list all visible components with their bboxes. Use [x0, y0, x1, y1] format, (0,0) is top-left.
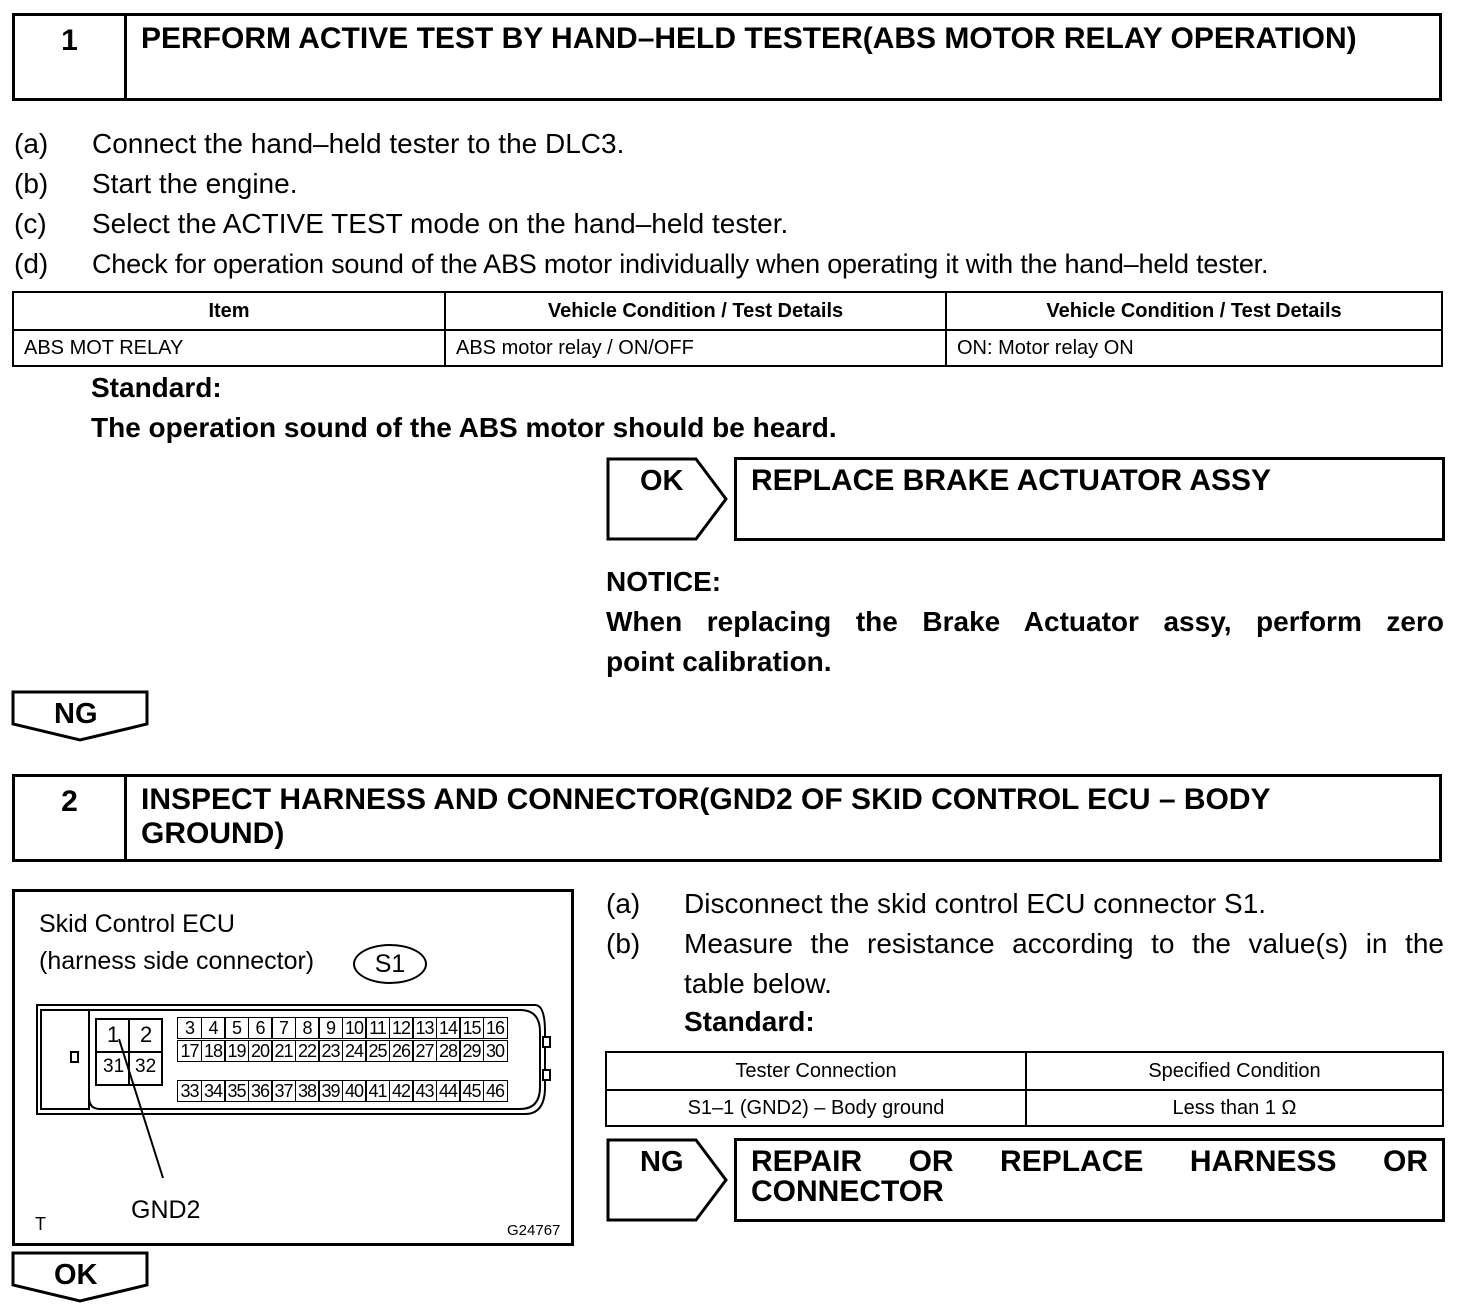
instruction-text: Select the ACTIVE TEST mode on the hand–held tester.	[92, 208, 789, 239]
pin-18: 18	[201, 1040, 226, 1062]
table-header-row	[606, 1052, 1443, 1090]
column-header: Vehicle Condition / Test Details	[445, 292, 946, 330]
instruction-label: (a)	[14, 128, 49, 159]
standard-label: Standard:	[684, 1006, 815, 1037]
pin-28: 28	[436, 1040, 461, 1062]
pin-25: 25	[365, 1040, 390, 1062]
pin-32: 32	[135, 1056, 157, 1077]
diagram-title: Skid Control ECU	[39, 910, 235, 938]
instruction-label: (b)	[14, 168, 49, 199]
pin-20: 20	[248, 1040, 273, 1062]
notice-text-line2: point calibration.	[606, 646, 832, 677]
pin-16: 16	[483, 1017, 508, 1039]
instruction-text: Check for operation sound of the ABS motor individually when operating it with the hand–held tester.	[92, 249, 1269, 279]
ng-label: NG	[640, 1146, 684, 1178]
active-test-table	[12, 291, 1443, 367]
pin-24: 24	[342, 1040, 367, 1062]
instruction-text: Disconnect the skid control ECU connector S1.	[684, 888, 1267, 919]
instruction-text: Connect the hand–held tester to the DLC3.	[92, 128, 625, 159]
pin-40: 40	[342, 1080, 367, 1102]
pin-36: 36	[248, 1080, 273, 1102]
pin-14: 14	[436, 1017, 461, 1039]
column-header: Item	[13, 292, 445, 330]
pin-13: 13	[412, 1017, 437, 1039]
instruction-label: (b)	[606, 928, 641, 959]
ng-label: NG	[54, 698, 98, 730]
pin-43: 43	[412, 1080, 437, 1102]
ng-result-box	[734, 1138, 1445, 1222]
instruction-text: table below.	[684, 968, 832, 999]
table-row	[606, 1090, 1443, 1126]
step-2-header	[12, 774, 1442, 862]
pin-8: 8	[295, 1017, 320, 1039]
standard-text: The operation sound of the ABS motor should be heard.	[91, 412, 837, 443]
pin-row-3-16	[177, 1017, 506, 1039]
pin-19: 19	[224, 1040, 249, 1062]
pin-9: 9	[318, 1017, 343, 1039]
instruction-c	[14, 204, 1454, 244]
diagram-subtitle: (harness side connector)	[39, 947, 315, 975]
pin-row-17-30	[177, 1040, 506, 1062]
pin-22: 22	[295, 1040, 320, 1062]
column-header: Specified Condition	[1026, 1052, 1443, 1090]
instruction-text: Measure the resistance according to the value(s) in the	[684, 928, 1444, 959]
instruction-label: (d)	[14, 248, 49, 279]
step-title: PERFORM ACTIVE TEST BY HAND–HELD TESTER(ABS MOTOR RELAY OPERATION)	[141, 22, 1357, 55]
connector-id-badge: S1	[353, 944, 427, 984]
step-1-header	[12, 13, 1442, 101]
gnd2-label: GND2	[131, 1196, 201, 1224]
connector-outline-icon	[15, 892, 571, 1243]
figure-id: G24767	[507, 1222, 561, 1239]
pin-6: 6	[248, 1017, 273, 1039]
pin-33: 33	[177, 1080, 202, 1102]
pin-37: 37	[271, 1080, 296, 1102]
table-cell: ABS MOT RELAY	[13, 330, 445, 366]
pin-39: 39	[318, 1080, 343, 1102]
ok-result-text: REPLACE BRAKE ACTUATOR ASSY	[751, 464, 1272, 497]
connector-diagram	[12, 889, 574, 1246]
ng-result-text-line2: CONNECTOR	[751, 1175, 944, 1208]
pin-3: 3	[177, 1017, 202, 1039]
notice-text-line1: When replacing the Brake Actuator assy, perform zero	[606, 606, 1444, 637]
table-row	[13, 330, 1442, 366]
step-number: 1	[15, 16, 127, 98]
pin-42: 42	[389, 1080, 414, 1102]
pin-46: 46	[483, 1080, 508, 1102]
column-header: Vehicle Condition / Test Details	[946, 292, 1442, 330]
instruction-d	[14, 244, 1454, 284]
pin-5: 5	[224, 1017, 249, 1039]
table-header-row	[13, 292, 1442, 330]
pin-31: 31	[103, 1056, 125, 1077]
pin-7: 7	[271, 1017, 296, 1039]
pin-1: 1	[107, 1022, 120, 1047]
pin-15: 15	[459, 1017, 484, 1039]
instruction-b	[14, 164, 1454, 204]
pin-10: 10	[342, 1017, 367, 1039]
instruction-a	[606, 884, 1446, 924]
pin-row-33-46	[177, 1080, 506, 1102]
step-title: INSPECT HARNESS AND CONNECTOR(GND2 OF SKID CONTROL ECU – BODY GROUND)	[141, 783, 1270, 850]
resistance-table	[605, 1051, 1444, 1127]
pin-29: 29	[459, 1040, 484, 1062]
ok-label: OK	[54, 1259, 98, 1291]
instruction-label: (a)	[606, 888, 641, 919]
pin-27: 27	[412, 1040, 437, 1062]
pin-45: 45	[459, 1080, 484, 1102]
pin-4: 4	[201, 1017, 226, 1039]
standard-label: Standard:	[91, 372, 222, 403]
step-number: 2	[15, 777, 127, 859]
ok-label: OK	[640, 465, 684, 497]
pin-44: 44	[436, 1080, 461, 1102]
table-cell: ABS motor relay / ON/OFF	[445, 330, 946, 366]
ng-result-text-line1: REPAIR OR REPLACE HARNESS OR	[751, 1145, 1428, 1178]
pin-41: 41	[365, 1080, 390, 1102]
pin-26: 26	[389, 1040, 414, 1062]
corner-mark: T	[35, 1214, 46, 1234]
column-header: Tester Connection	[606, 1052, 1026, 1090]
pin-34: 34	[201, 1080, 226, 1102]
table-cell: S1–1 (GND2) – Body ground	[606, 1090, 1026, 1126]
instruction-a	[14, 124, 1454, 164]
pin-11: 11	[365, 1017, 390, 1039]
table-cell: ON: Motor relay ON	[946, 330, 1442, 366]
pin-35: 35	[224, 1080, 249, 1102]
instruction-label: (c)	[14, 208, 47, 239]
pin-30: 30	[483, 1040, 508, 1062]
instruction-b	[606, 924, 1446, 1004]
pin-17: 17	[177, 1040, 202, 1062]
pin-2: 2	[140, 1022, 153, 1047]
pin-21: 21	[271, 1040, 296, 1062]
pin-12: 12	[389, 1017, 414, 1039]
ok-result-box	[734, 457, 1445, 541]
instruction-text: Start the engine.	[92, 168, 298, 199]
pin-23: 23	[318, 1040, 343, 1062]
pin-38: 38	[295, 1080, 320, 1102]
table-cell: Less than 1 Ω	[1026, 1090, 1443, 1126]
notice-label: NOTICE:	[606, 566, 722, 597]
